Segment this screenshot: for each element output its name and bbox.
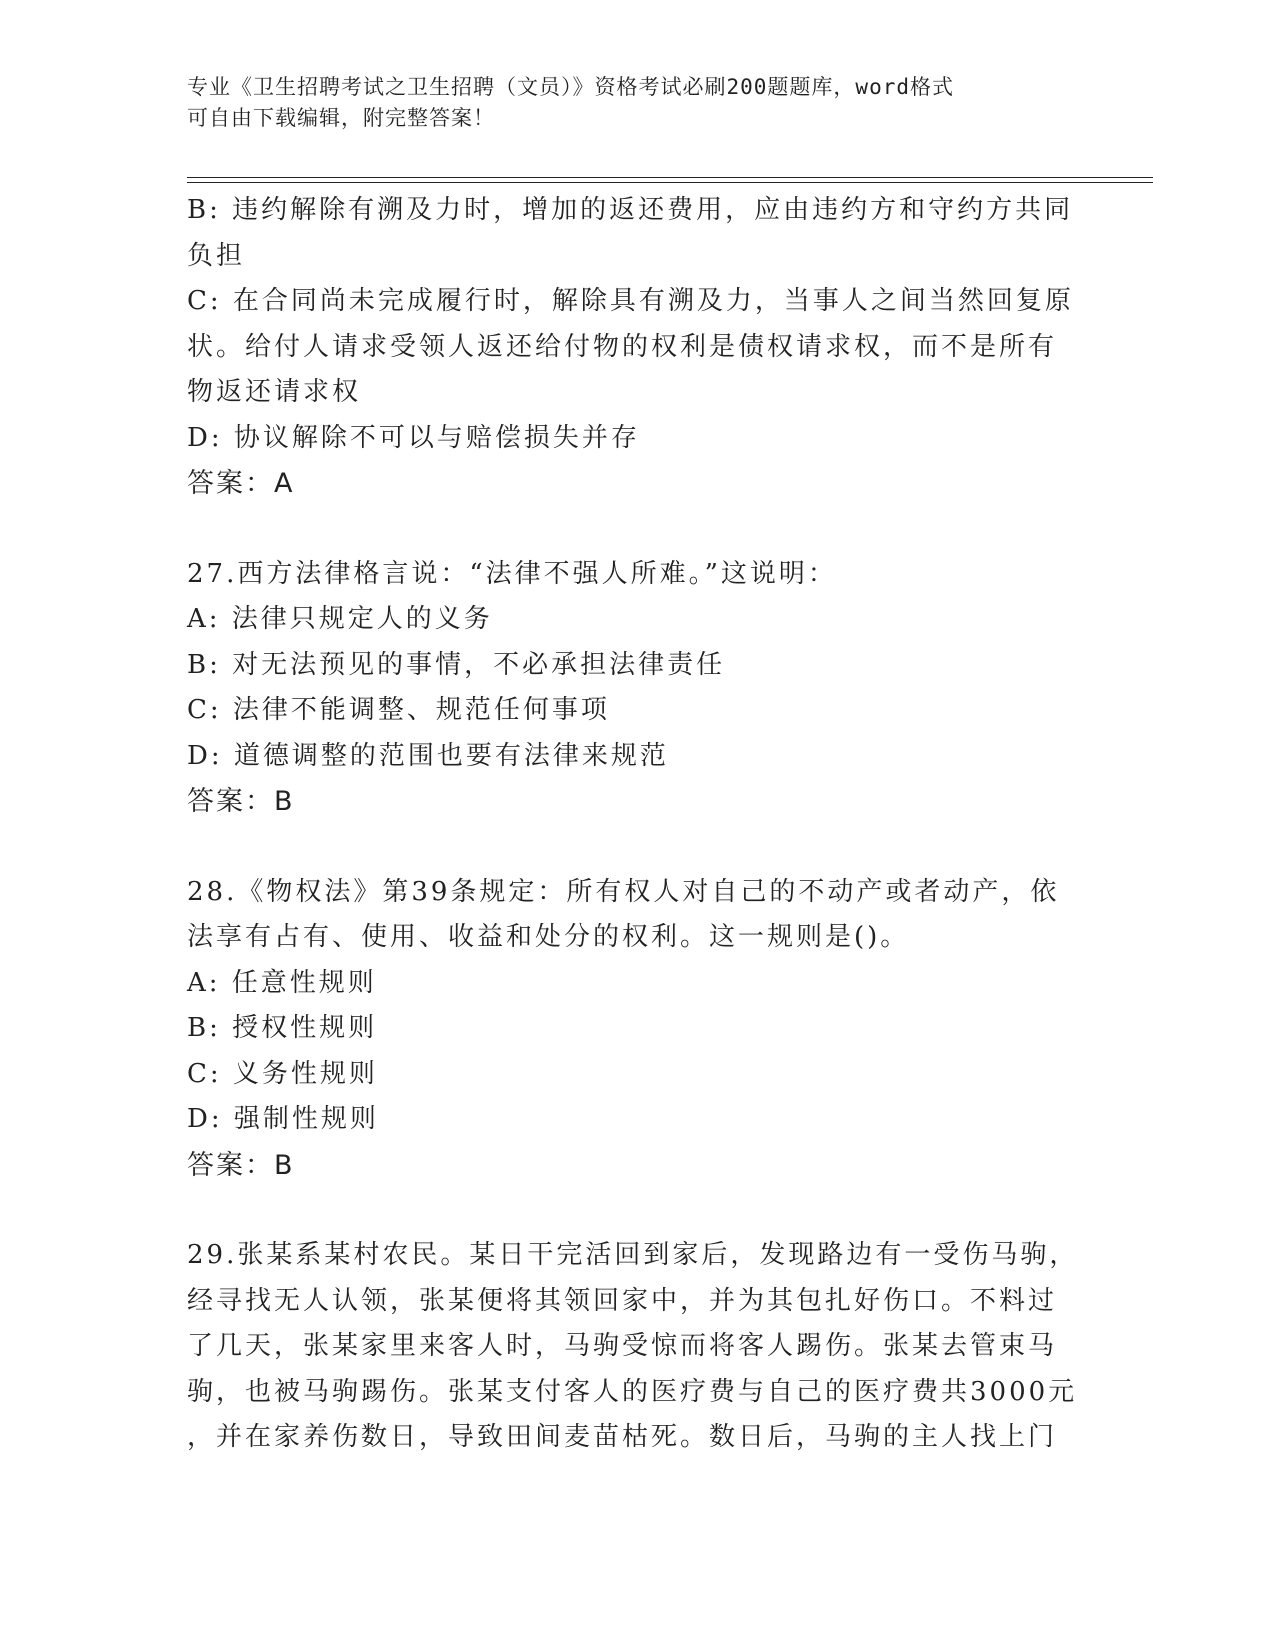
block-spacer — [187, 1188, 1087, 1233]
header-line: 可自由下载编辑，附完整答案！ — [187, 106, 495, 130]
header-divider — [187, 177, 1153, 178]
question-stem: 28.《物权法》第39条规定：所有权人对自己的不动产或者动产，依 — [187, 876, 1060, 907]
block-spacer — [187, 825, 1087, 870]
question-stem: 经寻找无人认领，张某便将其领回家中，并为其包扎好伤口。不料过 — [187, 1285, 1058, 1316]
question-stem: 法享有占有、使用、收益和处分的权利。这一规则是()。 — [187, 922, 910, 952]
block-spacer — [187, 507, 1087, 552]
answer-line: 答案：A — [187, 468, 295, 499]
option-text: A: 任意性规则 — [187, 967, 377, 998]
option-text: C: 义务性规则 — [187, 1058, 378, 1089]
option-text: 状。给付人请求受领人返还给付物的权利是债权请求权，而不是所有 — [187, 331, 1058, 362]
question-block — [187, 870, 1087, 1189]
question-block — [187, 552, 1087, 825]
option-text: 负担 — [187, 240, 246, 271]
question-stem: 27.西方法律格言说：“法律不强人所难。”这说明： — [187, 558, 837, 589]
option-text: B: 授权性规则 — [187, 1013, 378, 1043]
question-stem: 驹，也被马驹踢伤。张某支付客人的医疗费与自己的医疗费共3000元 — [187, 1376, 1078, 1407]
option-text: 物返还请求权 — [187, 377, 362, 407]
option-text: D: 强制性规则 — [187, 1104, 379, 1134]
option-text: C: 在合同尚未完成履行时，解除具有溯及力，当事人之间当然回复原 — [187, 286, 1074, 316]
question-block — [187, 188, 1087, 507]
option-text: C: 法律不能调整、规范任何事项 — [187, 695, 610, 725]
question-stem: ，并在家养伤数日，导致田间麦苗枯死。数日后，马驹的主人找上门 — [187, 1422, 1058, 1452]
question-stem: 了几天，张某家里来客人时，马驹受惊而将客人踢伤。张某去管束马 — [187, 1331, 1058, 1361]
option-text: B: 对无法预见的事情，不必承担法律责任 — [187, 649, 726, 680]
document-header — [187, 72, 1067, 134]
option-text: D: 协议解除不可以与赔偿损失并存 — [187, 422, 640, 453]
question-stem: 29.张某系某村农民。某日干完活回到家后，发现路边有一受伤马驹， — [187, 1240, 1079, 1270]
answer-line: 答案：B — [187, 1149, 295, 1181]
answer-line: 答案：B — [187, 786, 295, 817]
document-body — [187, 188, 1087, 1461]
header-divider — [187, 182, 1153, 183]
question-block — [187, 1233, 1087, 1461]
header-line: 专业《卫生招聘考试之卫生招聘（文员）》资格考试必刷200题题库，word格式 — [187, 75, 954, 99]
option-text: D: 道德调整的范围也要有法律来规范 — [187, 740, 669, 771]
option-text: A: 法律只规定人的义务 — [187, 604, 493, 634]
option-text: B: 违约解除有溯及力时，增加的返还费用，应由违约方和守约方共同 — [187, 195, 1074, 225]
